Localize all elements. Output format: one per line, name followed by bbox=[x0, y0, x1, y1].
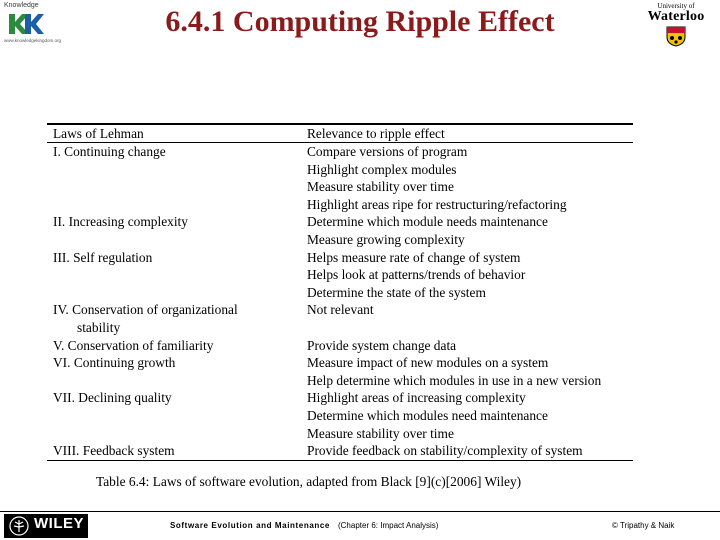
relevance-cell: Compare versions of program bbox=[307, 144, 468, 159]
relevance-cell: Provide feedback on stability/complexity of system bbox=[301, 442, 633, 460]
relevance-cell: Not relevant bbox=[307, 302, 374, 318]
table-row bbox=[47, 337, 633, 355]
table-row bbox=[47, 196, 633, 214]
column-header-relevance: Relevance to ripple effect bbox=[301, 124, 633, 143]
table-row bbox=[47, 231, 633, 249]
course-title: Software Evolution and Maintenance bbox=[170, 521, 330, 530]
table-row bbox=[47, 354, 633, 372]
relevance-cell bbox=[301, 319, 633, 337]
table-row bbox=[47, 425, 633, 443]
table-caption: Table 6.4: Laws of software evolution, adapted from Black [9](c)[2006] Wiley) bbox=[96, 474, 522, 489]
relevance-cell: Measure stability over time bbox=[307, 179, 454, 195]
relevance-cell: Provide system change data bbox=[307, 337, 457, 353]
table-row bbox=[47, 442, 633, 460]
relevance-cell: Determine which modules need maintenance bbox=[307, 407, 548, 423]
relevance-cell: Measure stability over time bbox=[307, 425, 454, 441]
law-cell bbox=[47, 178, 301, 196]
footer-divider bbox=[0, 511, 720, 512]
relevance-cell: Helps look at patterns/trends of behavior bbox=[307, 267, 526, 283]
table-header-row bbox=[47, 124, 633, 143]
course-info bbox=[170, 521, 438, 530]
waterloo-university-text: University of bbox=[657, 2, 695, 10]
knowledge-kk-icon bbox=[7, 12, 45, 36]
law-cell bbox=[47, 284, 301, 302]
relevance-cell: Measure growing complexity bbox=[307, 231, 465, 247]
wiley-logo bbox=[4, 514, 88, 538]
law-cell: II. Increasing complexity bbox=[53, 214, 188, 230]
table-row bbox=[47, 319, 633, 337]
knowledge-logo bbox=[4, 2, 62, 46]
copyright-text: © Tripathy & Naik bbox=[612, 521, 675, 530]
law-cell bbox=[47, 425, 301, 443]
law-cell: VIII. Feedback system bbox=[47, 442, 301, 460]
table-row bbox=[47, 266, 633, 284]
relevance-cell: Measure impact of new modules on a system bbox=[307, 355, 549, 371]
slide-title: 6.4.1 Computing Ripple Effect bbox=[165, 5, 555, 38]
table-row bbox=[47, 372, 633, 390]
lehman-laws-table bbox=[47, 123, 633, 461]
table-row bbox=[47, 389, 633, 407]
course-chapter: (Chapter 6: Impact Analysis) bbox=[337, 521, 439, 530]
law-cell: VI. Continuing growth bbox=[53, 355, 176, 371]
column-header-laws: Laws of Lehman bbox=[47, 124, 301, 143]
knowledge-site-text: www.knowledgekingdom.org bbox=[4, 38, 62, 43]
law-cell: IV. Conservation of organizational bbox=[53, 302, 238, 318]
relevance-cell: Determine the state of the system bbox=[307, 284, 486, 300]
law-cell: I. Continuing change bbox=[53, 144, 166, 159]
table-row bbox=[47, 301, 633, 319]
law-cell bbox=[47, 161, 301, 179]
law-cell: V. Conservation of familiarity bbox=[53, 337, 214, 353]
law-cell bbox=[47, 231, 301, 249]
table-row bbox=[47, 249, 633, 267]
relevance-cell: Helps measure rate of change of system bbox=[307, 249, 521, 265]
waterloo-logo bbox=[636, 2, 716, 48]
knowledge-brand-text: Knowledge bbox=[4, 2, 39, 9]
law-cell: III. Self regulation bbox=[53, 249, 153, 265]
wiley-tree-icon bbox=[8, 516, 30, 536]
law-cell bbox=[47, 266, 301, 284]
law-cell bbox=[47, 372, 301, 390]
table-row bbox=[47, 407, 633, 425]
relevance-cell: Highlight areas ripe for restructuring/refactoring bbox=[307, 196, 567, 212]
table-row bbox=[47, 143, 633, 161]
waterloo-name-text: Waterloo bbox=[647, 9, 705, 24]
waterloo-crest-icon bbox=[665, 25, 687, 47]
table-row bbox=[47, 161, 633, 179]
wiley-text: WILEY bbox=[34, 515, 84, 532]
law-cell: VII. Declining quality bbox=[53, 390, 172, 406]
relevance-cell: Highlight areas of increasing complexity bbox=[307, 390, 526, 406]
law-cell bbox=[47, 407, 301, 425]
table-row bbox=[47, 284, 633, 302]
law-cell: stability bbox=[77, 319, 121, 335]
law-cell bbox=[47, 196, 301, 214]
table-row bbox=[47, 178, 633, 196]
relevance-cell: Determine which module needs maintenance bbox=[307, 214, 548, 230]
relevance-cell: Highlight complex modules bbox=[307, 161, 457, 177]
relevance-cell: Help determine which modules in use in a new version bbox=[307, 372, 602, 388]
table-row bbox=[47, 213, 633, 231]
